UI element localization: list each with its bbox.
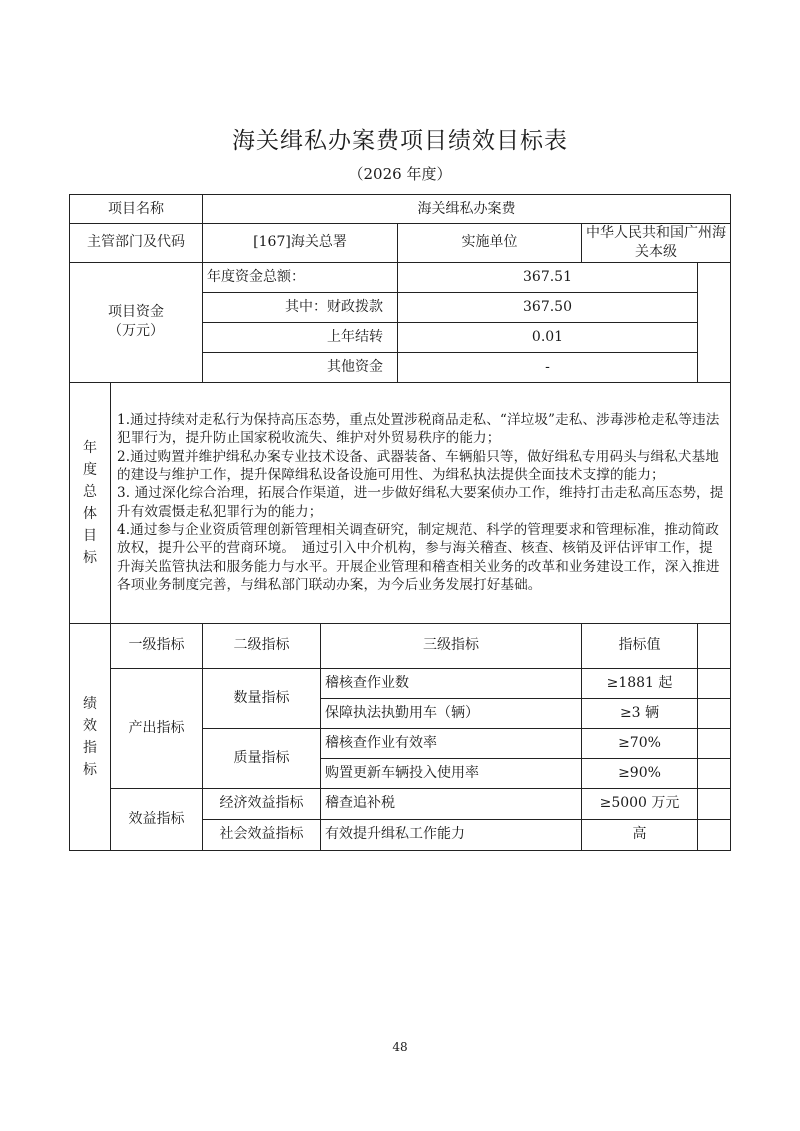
funds-fiscal-label: 其中：财政拨款 [203,292,398,322]
indicator-value: ≥5000 万元 [582,788,698,819]
funds-total-value: 367.51 [398,262,698,292]
performance-target-table [69,194,731,851]
indicator-value: 高 [582,819,698,850]
header-value: 指标值 [582,623,698,668]
funds-label-line2: （万元） [108,323,164,340]
department-value: [167]海关总署 [203,224,398,263]
indicator-name: 稽核查作业数 [321,668,582,698]
annual-goals-label-text: 年度总体目标 [83,439,97,566]
page-number: 48 [392,1040,408,1054]
project-name-value: 海关缉私办案费 [203,195,731,224]
implementing-unit-label: 实施单位 [398,224,582,263]
header-score [698,623,731,668]
indicator-name: 购置更新车辆投入使用率 [321,758,582,788]
goal-item: 3. 通过深化综合治理，拓展合作渠道，进一步做好缉私大要案侦办工作，维持打击走私高压态势，提升有效震慑走私犯罪行为的能力； [117,485,724,520]
annual-goals-label [70,382,111,623]
indicator-value: ≥90% [582,758,698,788]
indicator-score [698,728,731,758]
annual-goals-row [70,382,731,623]
page-title: 海关缉私办案费项目绩效目标表 [232,128,568,154]
goal-item: 2.通过购置并维护缉私办案专业技术设备、武器装备、车辆船只等，做好缉私专用码头与缉私犬基地的建设与维护工作，提升保障缉私设备设施可用性、为缉私执法提供全面技术支撑的能力； [117,448,719,484]
indicator-name: 保障执法执勤用车（辆） [321,698,582,728]
implementing-unit-value: 中华人民共和国广州海关本级 [582,224,731,263]
page-subtitle: （2026 年度） [348,165,452,183]
indicators-label [70,623,111,850]
indicator-level2: 社会效益指标 [203,819,321,850]
department-row [70,224,731,263]
group-quality: 质量指标 [203,728,321,788]
funds-carryover-label: 上年结转 [203,322,398,352]
header-level2: 二级指标 [203,623,321,668]
indicator-header-row [70,623,731,668]
indicator-level2: 经济效益指标 [203,788,321,819]
funds-label [70,262,203,382]
funds-fiscal-value: 367.50 [398,292,698,322]
indicator-score [698,668,731,698]
funds-label-line1: 项目资金 [108,304,164,321]
indicator-row [70,788,731,819]
group-output: 产出指标 [111,668,203,788]
indicator-name: 有效提升缉私工作能力 [321,819,582,850]
indicator-score [698,788,731,819]
indicator-name: 稽核查作业有效率 [321,728,582,758]
indicator-row [70,668,731,698]
funds-carryover-value: 0.01 [398,322,698,352]
group-quantity: 数量指标 [203,668,321,728]
project-name-row [70,195,731,224]
indicator-score [698,819,731,850]
goal-item: 1.通过持续对走私行为保持高压态势，重点处置涉税商品走私、“洋垃圾”走私、涉毒涉枪走私等违法犯罪行为，提升防止国家税收流失、维护对外贸易秩序的能力； [117,412,720,447]
indicator-score [698,758,731,788]
annual-goals-content [111,382,731,623]
indicator-score [698,698,731,728]
department-label: 主管部门及代码 [70,224,203,263]
group-benefit: 效益指标 [111,788,203,850]
funds-other-value: - [398,352,698,382]
project-name-label: 项目名称 [70,195,203,224]
indicator-value: ≥3 辆 [582,698,698,728]
indicator-value: ≥70% [582,728,698,758]
execution-rate-score [698,262,731,382]
indicators-label-text: 绩效指标 [83,695,97,778]
funds-row [70,262,731,292]
funds-total-label: 年度资金总额： [203,262,398,292]
header-level1: 一级指标 [111,623,203,668]
header-level3: 三级指标 [321,623,582,668]
indicator-name: 稽查追补税 [321,788,582,819]
goal-item: 4.通过参与企业资质管理创新管理相关调查研究，制定规范、科学的管理要求和管理标准，推动简政放权，提升公平的营商环境。 通过引入中介机构，参与海关稽查、核查、核销及评估评审工作，提升海关监管执法和服务能力与水平。开展企业管理和稽查相关业务的改革和业务建设工作，深入推进各项业务制度完善，与缉私部门联动办案，为今后业务发展打好基础。 [117,522,720,594]
funds-other-label: 其他资金 [203,352,398,382]
indicator-value: ≥1881 起 [582,668,698,698]
